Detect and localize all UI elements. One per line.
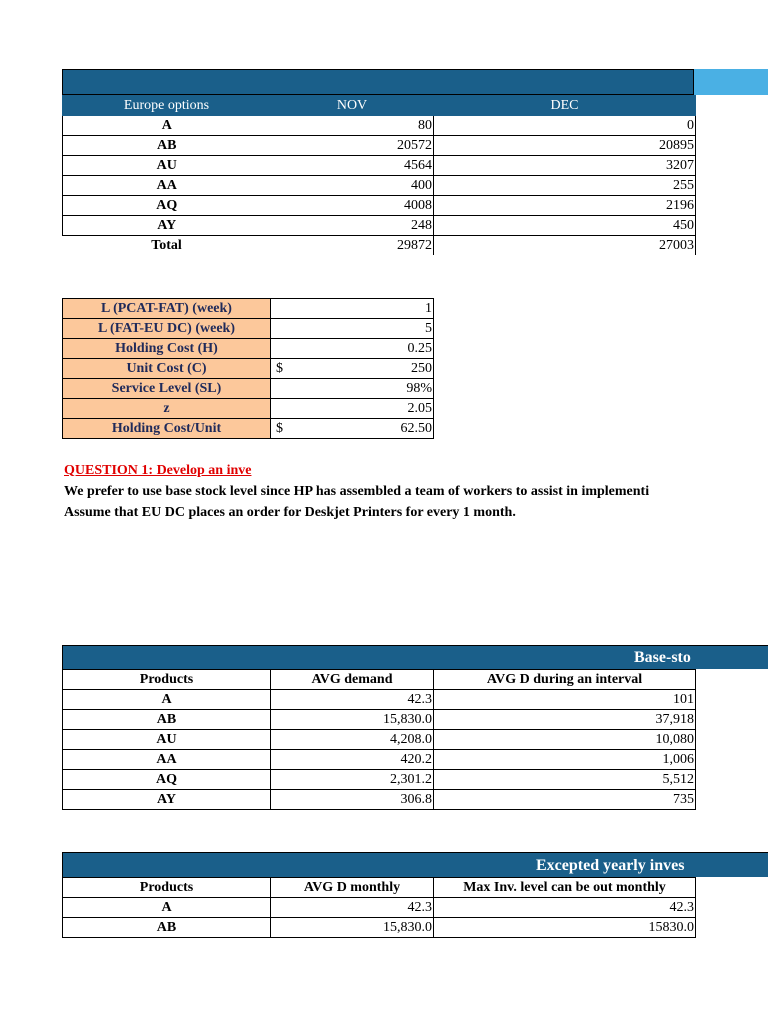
table-row — [63, 196, 696, 216]
product-cell[interactable]: A — [63, 116, 271, 136]
total-label[interactable]: Total — [151, 238, 182, 253]
product-cell[interactable]: AB — [63, 710, 271, 730]
param-row — [63, 339, 434, 359]
avg-interval-cell[interactable]: 735 — [434, 790, 696, 810]
param-label[interactable]: z — [63, 399, 271, 419]
question-text-line-1[interactable]: We prefer to use base stock level since HP has assembled a team of workers to assist in implementi — [64, 484, 650, 499]
param-row — [63, 299, 434, 319]
avg-interval-cell[interactable]: 1,006 — [434, 750, 696, 770]
dec-cell[interactable]: 20895 — [434, 136, 696, 156]
dec-cell[interactable]: 2196 — [434, 196, 696, 216]
table-header-row — [63, 878, 696, 898]
total-row — [63, 236, 696, 256]
base-stock-table — [62, 669, 696, 810]
nov-cell[interactable]: 400 — [271, 176, 434, 196]
table-row — [63, 790, 696, 810]
currency-symbol: $ — [276, 421, 283, 436]
europe-table-title-bar — [62, 69, 694, 95]
header-dec[interactable]: DEC — [434, 96, 696, 116]
param-label[interactable]: L (PCAT-FAT) (week) — [63, 299, 271, 319]
avg-demand-cell[interactable]: 4,208.0 — [271, 730, 434, 750]
param-value-cell[interactable] — [271, 339, 434, 359]
table-header-row — [63, 96, 696, 116]
product-cell[interactable]: A — [63, 690, 271, 710]
europe-options-table — [62, 95, 696, 255]
table-row — [63, 156, 696, 176]
header-nov[interactable]: NOV — [271, 96, 434, 116]
nov-cell[interactable]: 80 — [271, 116, 434, 136]
table-row — [63, 918, 696, 938]
param-value: 2.05 — [407, 401, 432, 416]
base-stock-title[interactable]: Base-sto — [634, 649, 691, 666]
avg-demand-cell[interactable]: 306.8 — [271, 790, 434, 810]
parameters-table — [62, 298, 434, 439]
header-max-inv-level[interactable]: Max Inv. level can be out monthly — [434, 878, 696, 898]
table-header-row — [63, 670, 696, 690]
product-cell[interactable]: AY — [63, 216, 271, 236]
param-label[interactable]: L (FAT-EU DC) (week) — [63, 319, 271, 339]
avg-demand-cell[interactable]: 42.3 — [271, 690, 434, 710]
param-value-cell[interactable] — [271, 399, 434, 419]
table-row — [63, 730, 696, 750]
header-products[interactable]: Products — [63, 878, 271, 898]
avg-interval-cell[interactable]: 5,512 — [434, 770, 696, 790]
dec-cell[interactable]: 3207 — [434, 156, 696, 176]
table-row — [63, 770, 696, 790]
avg-monthly-cell[interactable]: 15,830.0 — [271, 918, 434, 938]
yearly-inventory-title[interactable]: Excepted yearly inves — [536, 857, 685, 874]
param-label[interactable]: Service Level (SL) — [63, 379, 271, 399]
avg-interval-cell[interactable]: 101 — [434, 690, 696, 710]
param-label[interactable]: Unit Cost (C) — [63, 359, 271, 379]
param-value-cell[interactable] — [271, 319, 434, 339]
header-avg-demand[interactable]: AVG demand — [271, 670, 434, 690]
param-row — [63, 359, 434, 379]
table-row — [63, 898, 696, 918]
currency-symbol: $ — [276, 361, 283, 376]
dec-cell[interactable]: 0 — [434, 116, 696, 136]
param-value-cell[interactable] — [271, 359, 434, 379]
param-row — [63, 319, 434, 339]
table-row — [63, 176, 696, 196]
nov-cell[interactable]: 4564 — [271, 156, 434, 176]
avg-monthly-cell[interactable]: 42.3 — [271, 898, 434, 918]
avg-interval-cell[interactable]: 10,080 — [434, 730, 696, 750]
table-row — [63, 136, 696, 156]
product-cell[interactable]: AU — [63, 156, 271, 176]
header-europe-options[interactable]: Europe options — [63, 96, 271, 116]
product-cell[interactable]: AA — [63, 750, 271, 770]
product-cell[interactable]: AQ — [63, 196, 271, 216]
table-row — [63, 750, 696, 770]
param-value: 98% — [406, 381, 432, 396]
param-value: 62.50 — [400, 421, 432, 436]
param-value: 1 — [425, 301, 432, 316]
avg-interval-cell[interactable]: 37,918 — [434, 710, 696, 730]
param-label[interactable]: Holding Cost/Unit — [63, 419, 271, 439]
header-avg-d-monthly[interactable]: AVG D monthly — [271, 878, 434, 898]
nov-cell[interactable]: 4008 — [271, 196, 434, 216]
europe-table-accent — [694, 69, 768, 95]
product-cell[interactable]: AB — [63, 918, 271, 938]
param-row — [63, 399, 434, 419]
avg-demand-cell[interactable]: 15,830.0 — [271, 710, 434, 730]
param-value: 5 — [425, 321, 432, 336]
table-row — [63, 216, 696, 236]
header-avg-d-interval[interactable]: AVG D during an interval — [434, 670, 696, 690]
product-cell[interactable]: AQ — [63, 770, 271, 790]
param-value: 0.25 — [407, 341, 432, 356]
param-value-cell[interactable] — [271, 419, 434, 439]
max-inv-cell[interactable]: 15830.0 — [434, 918, 696, 938]
header-products[interactable]: Products — [63, 670, 271, 690]
param-value-cell[interactable] — [271, 299, 434, 319]
nov-cell[interactable]: 248 — [271, 216, 434, 236]
table-row — [63, 116, 696, 136]
total-dec[interactable]: 27003 — [434, 236, 696, 256]
table-row — [63, 690, 696, 710]
param-row — [63, 419, 434, 439]
param-label[interactable]: Holding Cost (H) — [63, 339, 271, 359]
param-row — [63, 379, 434, 399]
dec-cell[interactable]: 255 — [434, 176, 696, 196]
question-text-line-2[interactable]: Assume that EU DC places an order for Deskjet Printers for every 1 month. — [64, 505, 516, 520]
table-row — [63, 710, 696, 730]
param-value: 250 — [411, 361, 432, 376]
avg-demand-cell[interactable]: 2,301.2 — [271, 770, 434, 790]
product-cell[interactable]: AY — [63, 790, 271, 810]
question-title[interactable]: QUESTION 1: Develop an inve — [64, 463, 252, 478]
base-stock-title-bar — [62, 645, 768, 669]
avg-demand-cell[interactable]: 420.2 — [271, 750, 434, 770]
product-cell[interactable]: A — [63, 898, 271, 918]
yearly-inventory-title-bar — [62, 852, 768, 877]
product-cell[interactable]: AA — [63, 176, 271, 196]
product-cell[interactable]: AU — [63, 730, 271, 750]
dec-cell[interactable]: 450 — [434, 216, 696, 236]
max-inv-cell[interactable]: 42.3 — [434, 898, 696, 918]
total-nov[interactable]: 29872 — [271, 236, 434, 256]
yearly-inventory-table — [62, 877, 696, 938]
param-value-cell[interactable] — [271, 379, 434, 399]
product-cell[interactable]: AB — [63, 136, 271, 156]
nov-cell[interactable]: 20572 — [271, 136, 434, 156]
